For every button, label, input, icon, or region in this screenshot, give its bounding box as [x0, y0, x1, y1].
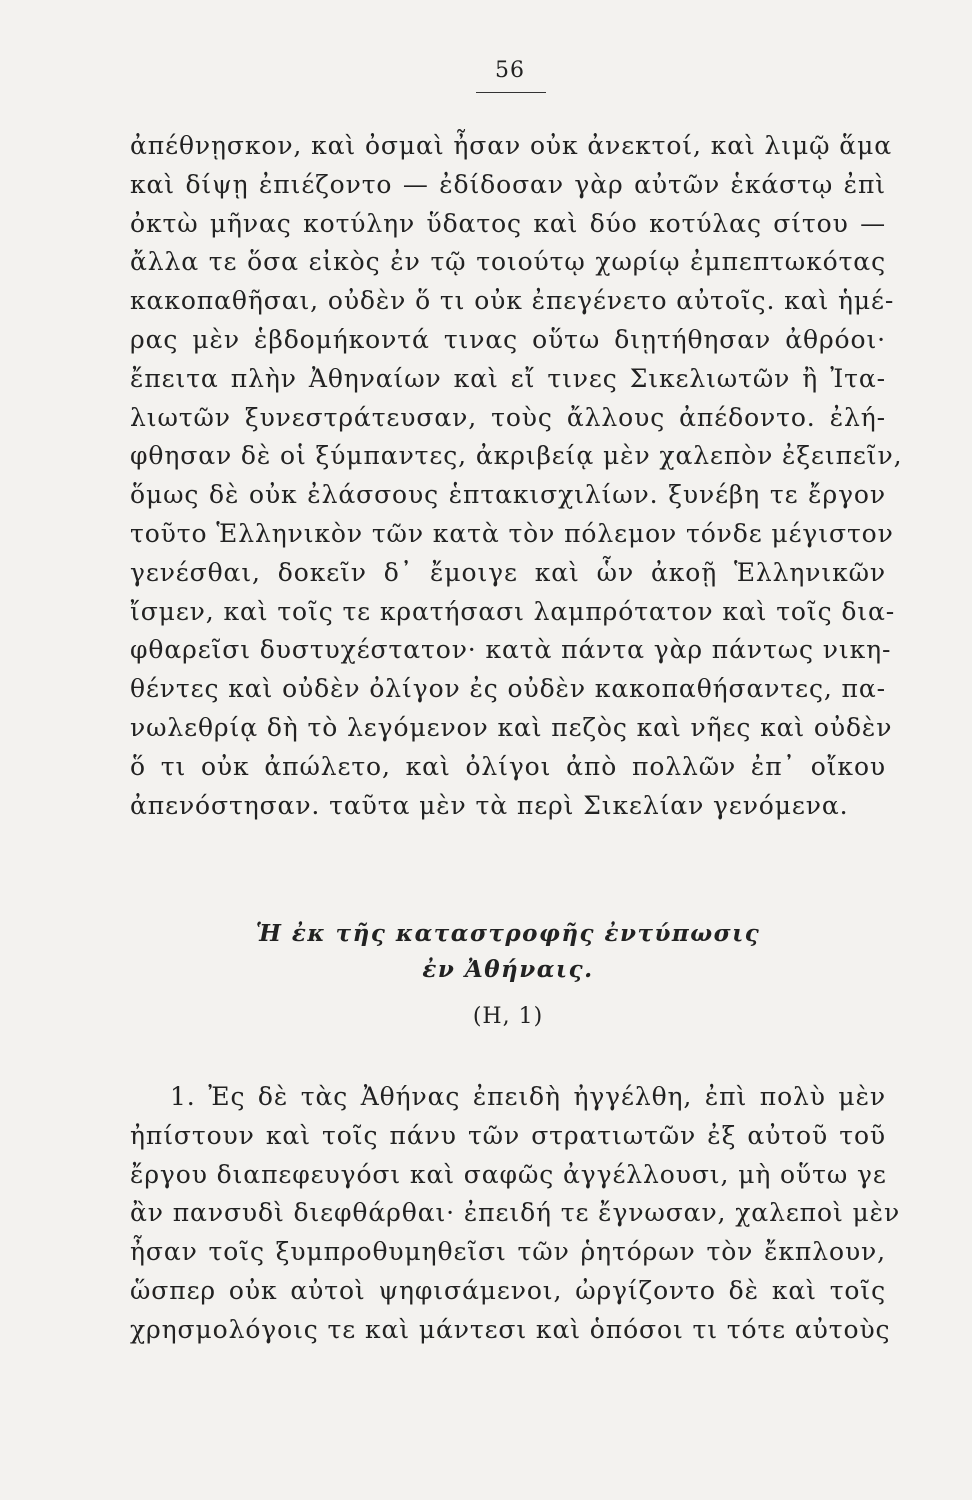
text-line: χρησμολόγοις τε καὶ μάντεσι καὶ ὁπόσοι τι τότε αὐτοὺς [130, 1314, 891, 1344]
page-number: 56 [495, 58, 525, 83]
section-heading-line-1 [130, 916, 886, 952]
text-line: ἠπίστουν καὶ τοῖς πάνυ τῶν στρατιωτῶν ἐξ αὐτοῦ τοῦ [130, 1120, 886, 1150]
text-line: ἦσαν τοῖς ξυμπροθυμηθεῖσι τῶν ῥητόρων τὸν ἔκπλουν, [130, 1237, 886, 1267]
text-line: ὅμως δὲ οὐκ ἐλάσσους ἑπτακισχιλίων. ξυνέβη τε ἔργον [130, 480, 886, 510]
text-line: ἀπενόστησαν. ταῦτα μὲν τὰ περὶ Σικελίαν γενόμενα. [130, 790, 849, 820]
text-line: ὥσπερ οὐκ αὐτοὶ ψηφισάμενοι, ὠργίζοντο δὲ καὶ τοῖς [130, 1275, 886, 1305]
paragraph-2 [130, 1078, 901, 1350]
text-line: ἴσμεν, καὶ τοῖς τε κρατήσασι λαμπρότατον καὶ τοῖς δια- [130, 596, 896, 626]
text-line: κακοπαθῆσαι, οὐδὲν ὅ τι οὐκ ἐπεγένετο αὐτοῖς. καὶ ἡμέ- [130, 286, 895, 316]
page-number-rule [476, 92, 546, 93]
text-line: 1. Ἐς δὲ τὰς Ἀθήνας ἐπειδὴ ἠγγέλθη, ἐπὶ πολὺ μὲν [170, 1082, 886, 1111]
section-heading-text: ἐν Ἀθήναις. [422, 956, 594, 983]
text-line: γενέσθαι, δοκεῖν δ᾽ ἔμοιγε καὶ ὧν ἀκοῇ Ἑλληνικῶν [130, 557, 886, 587]
text-line: ἀπέθνῃσκον, καὶ ὀσμαὶ ἦσαν οὐκ ἀνεκτοί, καὶ λιμῷ ἅμα [130, 131, 892, 160]
text-line: ρας μὲν ἑβδομήκοντά τινας οὕτω διῃτήθησαν ἀθρόοι· [130, 324, 886, 354]
text-line: ὀκτὼ μῆνας κοτύλην ὕδατος καὶ δύο κοτύλας σίτου — [130, 208, 886, 238]
text-line: νωλεθρίᾳ δὴ τὸ λεγόμενον καὶ πεζὸς καὶ νῆες καὶ οὐδὲν [130, 712, 893, 742]
text-line: ὅ τι οὐκ ἀπώλετο, καὶ ὀλίγοι ἀπὸ πολλῶν ἐπ᾽ οἴκου [130, 751, 886, 781]
text-line: φθησαν δὲ οἱ ξύμπαντες, ἀκριβείᾳ μὲν χαλεπὸν ἐξειπεῖν, [130, 441, 903, 471]
paragraph-1 [130, 127, 903, 825]
text-line: ἔργου διαπεφευγόσι καὶ σαφῶς ἀγγέλλουσι, μὴ οὕτω γε [130, 1159, 887, 1189]
text-line: καὶ δίψῃ ἐπιέζοντο — ἐδίδοσαν γὰρ αὐτῶν ἑκάστῳ ἐπὶ [130, 169, 886, 199]
text-line: θέντες καὶ οὐδὲν ὀλίγον ἐς οὐδὲν κακοπαθήσαντες, πα- [130, 674, 887, 704]
text-line: τοῦτο Ἑλληνικὸν τῶν κατὰ τὸν πόλεμον τόνδε μέγιστον [130, 518, 894, 548]
text-line: ἂν πανσυδὶ διεφθάρθαι· ἐπειδή τε ἔγνωσαν, χαλεποὶ μὲν [130, 1198, 901, 1228]
text-line: ἔπειτα πλὴν Ἀθηναίων καὶ εἴ τινες Σικελιωτῶν ἢ Ἰτα- [130, 363, 886, 393]
text-line: λιωτῶν ξυνεστράτευσαν, τοὺς ἄλλους ἀπέδοντο. ἐλή- [130, 402, 886, 432]
section-heading-line-2 [130, 952, 886, 988]
section-heading-text: Ἡ ἐκ τῆς καταστροφῆς ἐντύπωσις [255, 920, 761, 947]
section-reference: (Η, 1) [472, 1004, 544, 1029]
text-line: φθαρεῖσι δυστυχέστατον· κατὰ πάντα γὰρ πάντως νικη- [130, 635, 892, 665]
text-line: ἄλλα τε ὅσα εἰκὸς ἐν τῷ τοιούτῳ χωρίῳ ἐμπεπτωκότας [130, 247, 886, 277]
